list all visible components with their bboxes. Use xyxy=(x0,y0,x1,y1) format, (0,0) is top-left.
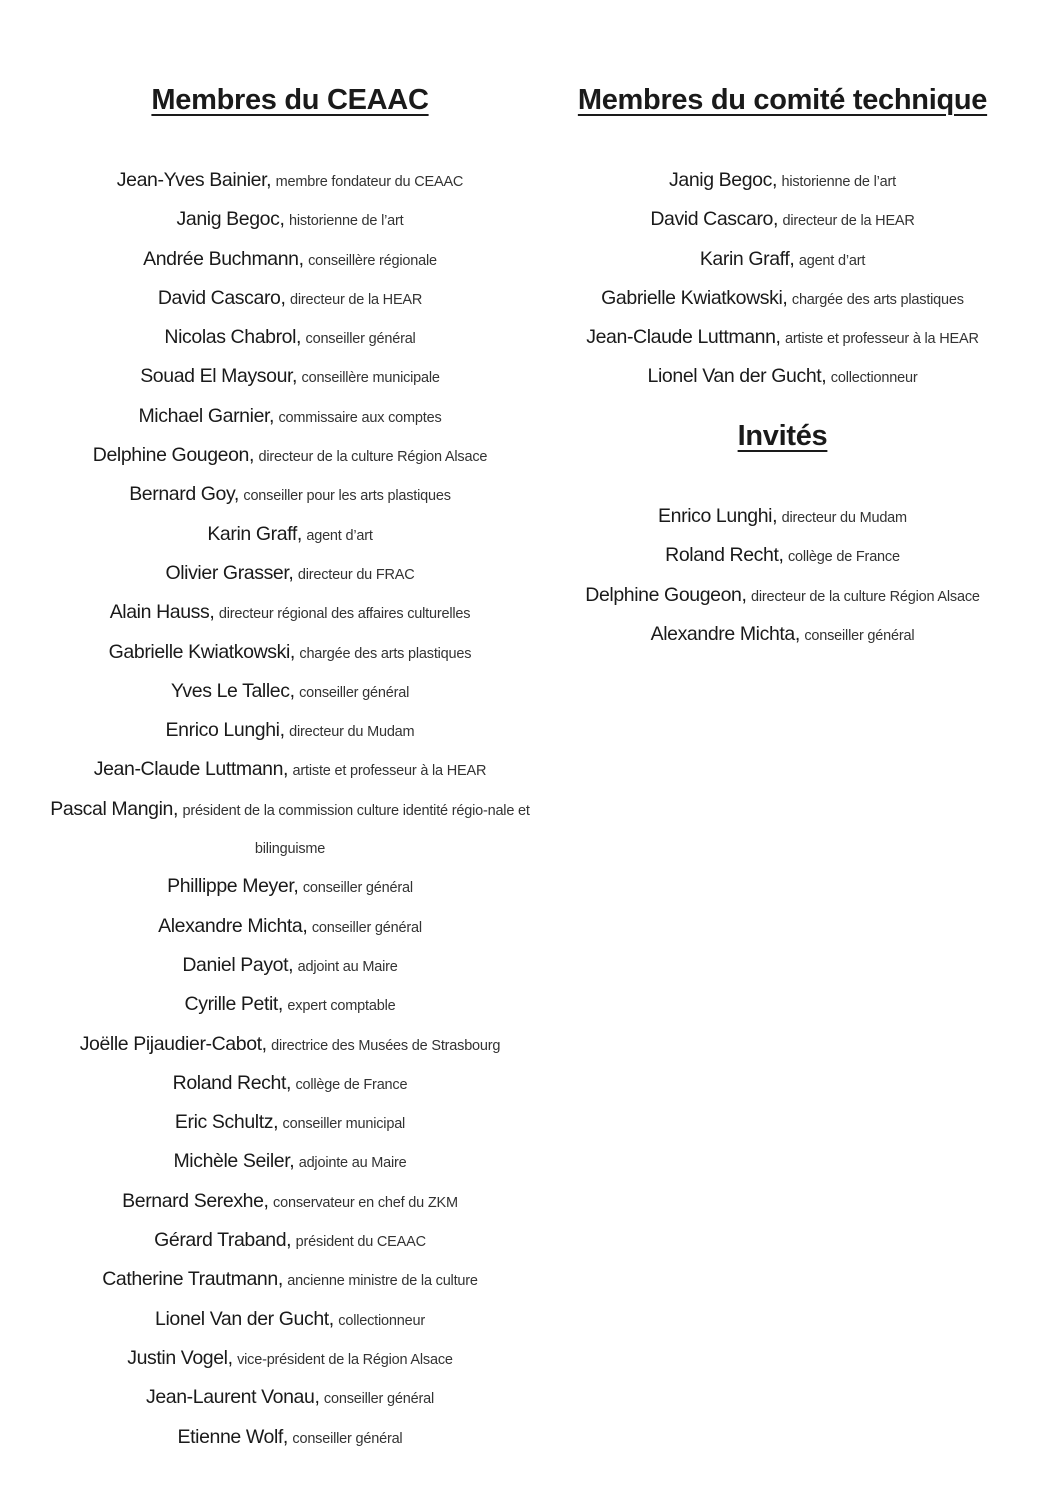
member-entry xyxy=(40,319,540,358)
member-name: Alexandre Michta, xyxy=(158,914,308,937)
member-role: conseiller général xyxy=(311,919,422,936)
member-role: artiste et professeur à la HEAR xyxy=(785,331,979,348)
member-role: conseiller municipal xyxy=(282,1116,406,1133)
member-role: conservateur en chef du ZKM xyxy=(273,1194,458,1211)
member-role: directeur du Mudam xyxy=(781,510,907,526)
member-name: Janig Begoc, xyxy=(176,208,285,231)
member-entry xyxy=(560,162,1005,201)
member-entry xyxy=(560,537,1005,576)
member-role: agent d’art xyxy=(798,252,866,269)
member-entry xyxy=(40,868,540,907)
member-role: adjointe au Maire xyxy=(298,1155,407,1172)
member-name: Jean-Laurent Vonau, xyxy=(146,1386,320,1409)
member-entry xyxy=(40,791,540,869)
member-role: historienne de l’art xyxy=(781,174,896,190)
member-entry xyxy=(40,594,540,633)
member-entry xyxy=(560,498,1005,537)
member-name: Karin Graff, xyxy=(207,522,302,545)
member-entry xyxy=(40,162,540,201)
member-role: adjoint au Maire xyxy=(297,958,398,975)
member-role: directeur de la culture Région Alsace xyxy=(750,588,980,605)
member-role: membre fondateur du CEAAC xyxy=(275,174,464,190)
member-name: Delphine Gougeon, xyxy=(92,444,255,467)
member-name: Jean-Claude Luttmann, xyxy=(93,758,289,781)
member-name: Roland Recht, xyxy=(172,1071,292,1094)
member-name: Yves Le Tallec, xyxy=(170,679,295,702)
member-role: collège de France xyxy=(787,549,900,566)
member-name: Andrée Buchmann, xyxy=(143,247,304,270)
member-role: conseiller général xyxy=(292,1430,403,1447)
member-name: Enrico Lunghi, xyxy=(165,719,285,742)
member-entry xyxy=(40,476,540,515)
technical-committee-heading: Membres du comité technique xyxy=(577,84,988,116)
member-entry xyxy=(40,358,540,397)
member-entry xyxy=(40,1183,540,1222)
member-name: Catherine Trautmann, xyxy=(102,1268,283,1291)
member-name: Joëlle Pijaudier-Cabot, xyxy=(79,1032,267,1055)
member-entry xyxy=(40,947,540,986)
member-name: Alain Hauss, xyxy=(109,601,215,624)
member-entry xyxy=(560,358,1005,397)
member-role: directeur régional des affaires culturelles xyxy=(218,606,471,623)
member-name: Cyrille Petit, xyxy=(184,993,283,1016)
member-name: Michael Garnier, xyxy=(138,404,275,427)
member-entry xyxy=(40,1379,540,1418)
member-entry xyxy=(40,673,540,712)
member-entry xyxy=(40,1340,540,1379)
member-entry xyxy=(40,1301,540,1340)
member-name: Janig Begoc, xyxy=(669,169,777,191)
member-entry xyxy=(40,1104,540,1143)
member-name: Daniel Payot, xyxy=(182,953,294,976)
member-name: Gabrielle Kwiatkowski, xyxy=(108,640,295,663)
member-entry xyxy=(40,516,540,555)
member-role: président de la commission culture identité régio-nale et bilinguisme xyxy=(182,802,530,858)
technical-committee-list xyxy=(560,162,1005,398)
member-entry xyxy=(560,241,1005,280)
member-role: collectionneur xyxy=(338,1312,425,1329)
member-name: Delphine Gougeon, xyxy=(585,583,747,606)
member-name: Alexandre Michta, xyxy=(650,622,800,645)
member-name: Bernard Serexhe, xyxy=(122,1189,269,1212)
member-entry xyxy=(40,437,540,476)
member-name: Karin Graff, xyxy=(699,247,795,270)
member-role: chargée des arts plastiques xyxy=(299,645,472,662)
member-role: directeur du Mudam xyxy=(289,724,415,741)
member-entry xyxy=(560,319,1005,358)
member-name: David Cascaro, xyxy=(650,208,779,231)
ceaac-members-heading: Membres du CEAAC xyxy=(151,84,429,116)
member-name: Jean-Yves Bainier, xyxy=(116,169,272,191)
member-role: conseillère municipale xyxy=(301,370,440,387)
member-name: Roland Recht, xyxy=(665,544,784,567)
member-entry xyxy=(40,201,540,240)
member-role: directeur de la culture Région Alsace xyxy=(258,449,488,466)
member-name: Justin Vogel, xyxy=(127,1346,233,1369)
member-name: Enrico Lunghi, xyxy=(658,505,778,527)
member-role: conseillère régionale xyxy=(308,252,437,269)
member-name: Pascal Mangin, xyxy=(50,797,178,820)
member-role: expert comptable xyxy=(287,998,396,1015)
member-name: Gérard Traband, xyxy=(154,1229,292,1252)
member-name: Etienne Wolf, xyxy=(177,1425,288,1448)
member-entry xyxy=(40,1026,540,1065)
member-name: Lionel Van der Gucht, xyxy=(647,365,827,388)
member-name: Jean-Claude Luttmann, xyxy=(586,326,781,349)
member-name: Olivier Grasser, xyxy=(165,561,294,584)
member-entry xyxy=(40,1143,540,1182)
member-entry xyxy=(40,712,540,751)
member-entry xyxy=(40,1419,540,1458)
member-role: chargée des arts plastiques xyxy=(791,291,964,308)
member-role: directeur du FRAC xyxy=(297,566,415,583)
member-entry xyxy=(40,634,540,673)
member-entry xyxy=(40,908,540,947)
member-role: agent d’art xyxy=(306,527,373,544)
member-role: directrice des Musées de Strasbourg xyxy=(271,1037,501,1054)
member-entry xyxy=(40,1261,540,1300)
member-role: conseiller général xyxy=(305,331,416,348)
member-entry xyxy=(40,1065,540,1104)
member-entry xyxy=(40,1222,540,1261)
member-entry xyxy=(560,201,1005,240)
member-role: directeur de la HEAR xyxy=(289,291,423,308)
member-role: ancienne ministre de la culture xyxy=(287,1273,478,1290)
member-role: artiste et professeur à la HEAR xyxy=(292,763,487,780)
member-name: Souad El Maysour, xyxy=(140,365,298,388)
member-entry xyxy=(560,577,1005,616)
member-name: David Cascaro, xyxy=(157,286,286,309)
member-entry xyxy=(40,241,540,280)
member-role: commissaire aux comptes xyxy=(278,409,442,426)
member-entry xyxy=(40,280,540,319)
member-role: vice-président de la Région Alsace xyxy=(237,1351,453,1368)
member-name: Eric Schultz, xyxy=(174,1111,279,1134)
member-name: Gabrielle Kwiatkowski, xyxy=(601,286,788,309)
member-role: collège de France xyxy=(295,1076,408,1093)
member-role: historienne de l’art xyxy=(288,213,404,230)
member-role: conseiller pour les arts plastiques xyxy=(243,488,451,505)
member-entry xyxy=(40,751,540,790)
member-role: conseiller général xyxy=(323,1391,434,1408)
member-role: conseiller général xyxy=(299,684,410,701)
member-entry xyxy=(560,616,1005,655)
member-name: Lionel Van der Gucht, xyxy=(155,1307,334,1330)
invites-heading: Invités xyxy=(737,420,828,452)
member-role: collectionneur xyxy=(830,370,918,387)
ceaac-members-list xyxy=(40,162,540,1458)
member-name: Phillippe Meyer, xyxy=(167,875,299,898)
member-entry xyxy=(40,986,540,1025)
member-entry xyxy=(40,555,540,594)
member-role: conseiller général xyxy=(302,880,413,897)
member-entry xyxy=(40,398,540,437)
member-name: Michèle Seiler, xyxy=(173,1150,295,1173)
member-name: Bernard Goy, xyxy=(129,483,239,506)
member-role: directeur de la HEAR xyxy=(782,213,915,230)
member-name: Nicolas Chabrol, xyxy=(164,326,302,349)
member-role: président du CEAAC xyxy=(295,1234,426,1251)
invites-list xyxy=(560,498,1005,655)
member-entry xyxy=(560,280,1005,319)
member-role: conseiller général xyxy=(804,627,915,644)
